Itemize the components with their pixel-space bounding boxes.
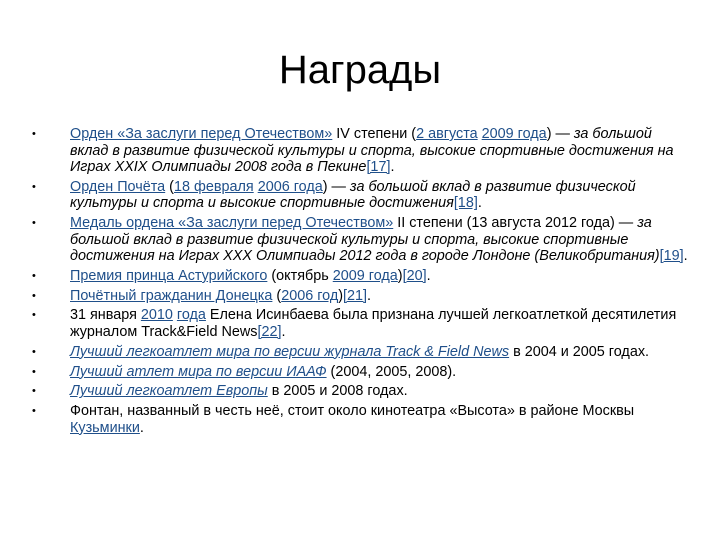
award-link[interactable]: Лучший легкоатлет Европы	[70, 383, 268, 400]
award-text: (2004, 2005, 2008).	[326, 363, 457, 380]
award-link[interactable]: [19]	[659, 248, 684, 265]
award-link[interactable]: 2006 года	[257, 178, 323, 195]
award-link[interactable]: 2006 год	[281, 287, 339, 304]
award-link[interactable]: Почётный гражданин Донецка	[70, 287, 273, 304]
award-link[interactable]: Кузьминки	[70, 419, 140, 436]
award-link[interactable]: [22]	[257, 323, 282, 340]
award-link[interactable]: 18 февраля	[173, 178, 254, 195]
award-text: (октябрь	[267, 267, 333, 284]
award-item	[30, 179, 690, 212]
award-item	[30, 383, 690, 400]
award-link[interactable]: [17]	[366, 159, 391, 175]
award-link[interactable]: Лучший атлет мира по версии ИААФ	[70, 363, 327, 380]
award-text: Елена Исинбаева была признана лучшей легкоатлеткой десятилетия журналом Track&Field News	[70, 307, 677, 340]
award-link[interactable]: 2009 года	[481, 126, 547, 142]
award-item	[30, 364, 690, 381]
award-link[interactable]: [21]	[343, 287, 368, 304]
award-text: .	[426, 267, 431, 284]
award-link[interactable]: [20]	[402, 267, 427, 284]
awards-list	[30, 126, 690, 439]
award-text: .	[390, 159, 395, 175]
award-item	[30, 344, 690, 361]
award-text: .	[139, 419, 144, 436]
award-link[interactable]: года	[176, 307, 206, 324]
slide-title: Награды	[278, 48, 442, 92]
award-text: II степени (13 августа 2012 года) —	[393, 215, 638, 232]
award-text: .	[281, 323, 286, 340]
award-text: .	[367, 287, 372, 304]
award-item	[30, 307, 690, 340]
award-text: за большой вклад в развитие физической культуры и спорта и высокие спортивные достижения	[70, 178, 636, 212]
award-link[interactable]: Орден Почёта	[70, 178, 166, 195]
award-text: в 2005 и 2008 годах.	[267, 383, 408, 400]
award-link[interactable]: Премия принца Астурийского	[70, 267, 268, 284]
award-text: 31 января	[70, 307, 141, 324]
award-link[interactable]: Орден «За заслуги перед Отечеством»	[70, 126, 333, 142]
award-link[interactable]: Медаль ордена «За заслуги перед Отечеством»	[70, 215, 394, 232]
award-text: (	[165, 178, 174, 195]
award-text: за большой вклад в развитие физической культуры и спорта, высокие спортивные достижения на Играх XXIX Олимпиады 2008 года в Пекине	[70, 126, 674, 175]
award-text: )	[338, 287, 344, 304]
award-link[interactable]: Лучший легкоатлет мира по версии журнала Track & Field News	[70, 343, 510, 360]
award-item	[30, 268, 690, 285]
award-item	[30, 288, 690, 305]
award-text: .	[477, 195, 482, 212]
award-text: (	[272, 287, 282, 304]
award-link[interactable]: [18]	[453, 195, 478, 212]
award-link[interactable]: 2 августа	[416, 126, 478, 142]
award-text: Фонтан, названный в честь неё, стоит около кинотеатра «Высота» в районе Москвы	[70, 403, 635, 420]
award-link[interactable]: 2010	[140, 307, 173, 324]
award-text: ) —	[322, 178, 350, 195]
award-item	[30, 403, 690, 436]
award-text: в 2004 и 2005 годах.	[509, 343, 650, 360]
award-link[interactable]: 2009 года	[332, 267, 398, 284]
award-text: IV степени (	[332, 126, 417, 142]
award-text: .	[683, 248, 688, 265]
award-text: ) —	[546, 126, 574, 142]
award-item	[30, 215, 690, 265]
award-text: за большой вклад в развитие физической культуры и спорта, высокие спортивные достижения на Играх XXX Олимпиады 2012 года в городе Лондоне (Великобритания)	[70, 215, 660, 265]
award-item	[30, 126, 690, 176]
award-text: )	[397, 267, 403, 284]
